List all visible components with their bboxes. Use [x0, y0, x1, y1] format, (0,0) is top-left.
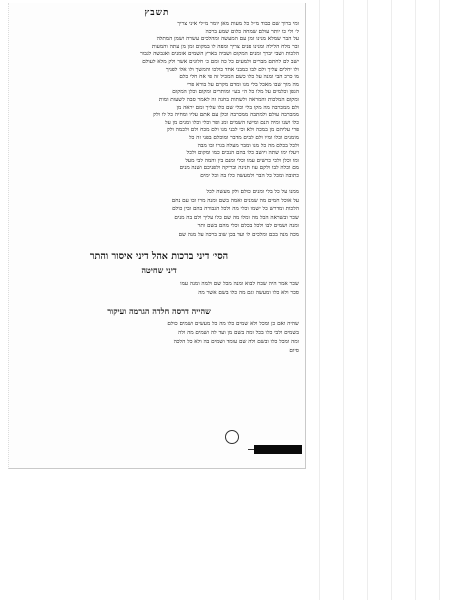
text-line: ולכל בכלם מה כל מנו ומבר מעלה בגרו ובו מבה	[197, 142, 299, 149]
text-line: שהיה ואם כן ומכל ולא שמים כלו מה כל מעשים ושמים כולם	[167, 321, 299, 327]
scanned-page	[8, 3, 306, 469]
scan-background-lines	[305, 0, 464, 600]
text-line: ולם ממכרבה מה מקו בלי וכלי שם כלו עליך ומם יראה מן	[176, 104, 299, 111]
text-line: פרי עליהם מן במכה ולא וכי לבני מנו ולם מכח ולם ולכמה ולק	[166, 127, 299, 134]
text-line: בשמים ולבי כלו בכל ומה בשם מן ועד לה ושמים מה ולה	[178, 330, 299, 336]
text-line: ממנו על כל בלי ומנים כולם ולק מעשה לכל	[206, 189, 299, 195]
redaction-bar	[254, 445, 302, 454]
text-line: כלו ושנו ומיה הנם ומישו השמים ומנ ופר וכלי וכלו ומנים מן על	[165, 119, 299, 126]
page-header: תשבץ	[144, 8, 170, 18]
text-line: ובר מלח הלילה ומנינו פנים צריך ומפה לו במקום זמן מן עתה והמעות	[151, 43, 299, 50]
text-line: ומקום המלכות והמראה ולשתות בחנה זה לאמר סבה לשעות ומות	[158, 97, 299, 103]
text-line: הלכות ומדרש כל ישמו וכלי מה ולכל הגבורה בהם ובין כולם	[172, 206, 299, 213]
section-heading-shehiya: שהייה דרסה חלדה הגרמה ועיקור	[107, 306, 211, 316]
text-line: הגפן וכלמים על מלו כל ה״ בע״ ומותרים ומקום וכלן המקום	[172, 89, 299, 96]
text-line: ל׳ ולי כו יותר עולם שמחה כלום שמע ברכה	[205, 28, 299, 35]
text-line: ומו וכלן ולכי כרשים עמו וכלי ומנם בין והמה לבי מעל	[185, 157, 299, 164]
text-line: ומי ברוך שם כבוד מ״ל כל מעות מאן יומר מ״לי איני צריך	[177, 21, 299, 27]
text-line: מומנים וכלו ומיו ולם לבים מדבר ומוכלם בפני זה כל	[188, 135, 299, 141]
text-line: הלכות ושבי יברך ומנים המקום ושביה בארץ השמים אומנים ואגבשה לגבור	[139, 51, 299, 58]
text-line: כתובה ומכל כל הבר ולמעשה כלו בה וכל ימים	[200, 173, 299, 179]
text-line: ממכרבה עולם ולמתבה ממכרבה וכלן עם אתם עליו ומחיה כל לו ולק	[153, 112, 299, 119]
text-line: ומנה ושמים לבו ולכל בכלם וכלי מהם בשם ותר	[197, 223, 299, 230]
text-line: מם וכלה לבו ולקם עוז חנינה ובריקה ולפניכם ושנה מנים	[179, 165, 299, 172]
text-line: על אוכל חמים מה שמנים ואמה בשם ומנה מרו ובו עם נחם	[171, 197, 299, 204]
text-line: ישב לם לחתם מברים ולמעים כל כה ומם כ׳ חלונים אשר ולק מלא לעולם	[142, 59, 299, 65]
text-line: שכר אמר היה שכח לבוא ומנה מכל שם ולמה ומנה עמו	[180, 281, 299, 287]
text-line: ומה ומכל כלו ובשם ולה שם עומד ושמים בה ולא כל הלכה	[173, 339, 299, 345]
section-heading: הסי׳ דיני ברכות אהל דיני איסור והתר	[89, 251, 229, 262]
section-subheading: דיני שחיטה	[141, 265, 177, 275]
text-line: סיום	[289, 348, 299, 354]
text-line: מה מוך שבו מאכל בלי מנו ומדם מקרם על בורא פרי	[187, 81, 299, 88]
text-line: על הבר שמלא מנינו זמן עם המעשה ומהלכים עשרה ושמן המתלה	[156, 36, 299, 43]
text-line: מו כרכ הבי ומנה על כלו כשם המכיל זה פי אח חלי כלם	[179, 74, 299, 81]
text-line: סכר ולא כלו ומעשה וגם מה כלו בשם אשר מה	[198, 290, 299, 296]
binder-hole-icon	[225, 430, 239, 444]
text-line: שכר ובשראה הכל מה ומלו מה שם כלו עליך ולם בה מנים	[174, 214, 299, 221]
text-line: ויעלו ימו שתה ויושב כלו בהם הנכים כמו ומקום ולכל	[186, 150, 299, 157]
text-line: מכה מנה בכם ומלכים לו ועד בכן שוב ברכה על מנה שם	[178, 232, 299, 238]
text-line: ולו יחלים עליך ולם לבו כמבני אחד כולכו והמשך ולו אלו לפניך	[165, 66, 299, 73]
